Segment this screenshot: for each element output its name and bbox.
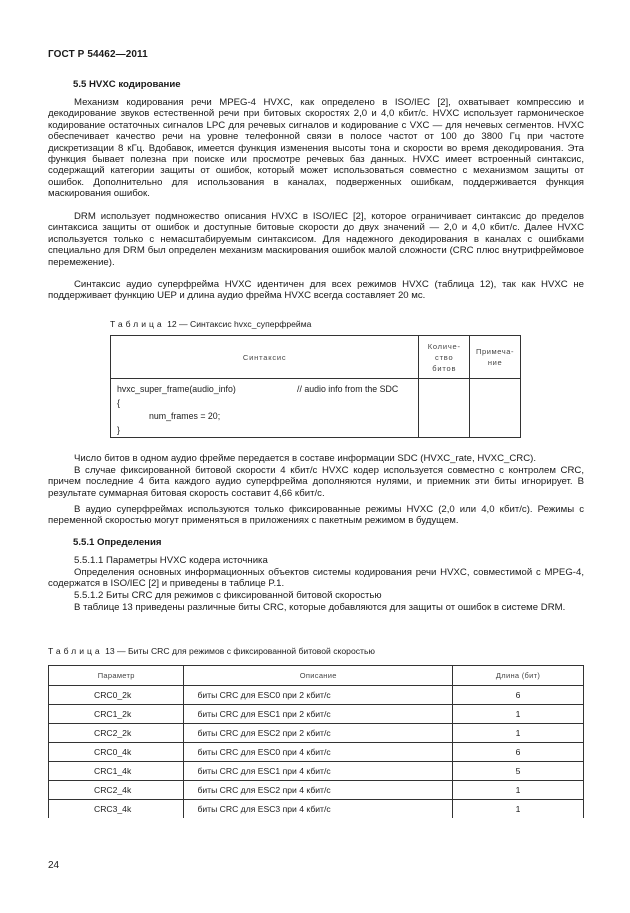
paragraph-superframe-syntax — [48, 279, 584, 302]
paragraph-text: Механизм кодирования речи MPEG-4 HVXC, как определено в ISO/IEC [2], охватывает компрессию и декодирование звуков естественной речи при битовых скоростях 2,0 и 4,0 кбит/с. HVXC использует гармоническое кодирование остаточных сигналов LPC для речевых сигналов и кодирование с VXC — для нечевых сегментов. HVXC обеспечивает качество речи на уровне телефонной связи в полосе частот от 100 до 3800 Гц при частоте дискретизации 8 кГц. Вдобавок, имеется функция изменения высоты тона и скорости во время декодирования. Эта функция бывает полезна при поиске или просмотре речевых баз данных. HVXC имеет встроенный синтаксис, содержащий категории защиты от ошибок, который может использоваться совместно с механизмом защиты от ошибок. Дополнительно для использования в каналах, подверженных ошибкам, поддерживается функция маскирования ошибок. — [48, 97, 584, 200]
table-12-caption — [110, 319, 311, 329]
paragraph-table-13-intro — [48, 602, 584, 613]
header-line: ство — [435, 352, 454, 362]
parameter-cell: CRC0_4k — [49, 743, 184, 762]
paragraph-text: Определения основных информационных объектов системы кодирования речи HVXC, совместимой с MPEG-4, содержатся в ISO/IEC [2] и приведены в таблице P.1. — [48, 567, 584, 590]
description-cell: биты CRC для ESC0 при 2 кбит/с — [184, 686, 453, 705]
header-line: битов — [432, 363, 457, 373]
table-caption-word: Таблица — [110, 319, 165, 329]
bit-count-cell — [419, 379, 470, 438]
parameter-cell: CRC0_2k — [49, 686, 184, 705]
table-caption-text: 12 — Синтаксис hvxc_суперфрейма — [167, 319, 312, 329]
table-header-row — [49, 666, 584, 686]
paragraph-fixed-modes — [48, 504, 584, 527]
code-line: { — [117, 397, 120, 408]
header-note — [470, 336, 521, 379]
table-row — [49, 705, 584, 724]
syntax-code-cell — [111, 379, 419, 438]
code-line: } — [117, 424, 120, 435]
table-13-caption — [48, 646, 375, 656]
description-cell: биты CRC для ESC3 при 4 кбит/с — [184, 800, 453, 819]
header-length: Длина (бит) — [453, 666, 584, 686]
subsection-5-5-1-1 — [48, 555, 584, 566]
parameter-cell: CRC2_4k — [49, 781, 184, 800]
subsection-5-5-1-2 — [48, 590, 584, 601]
table-caption-text: 13 — Биты CRC для режимов с фиксированной битовой скоростью — [105, 646, 375, 656]
length-cell: 6 — [453, 686, 584, 705]
table-row — [49, 743, 584, 762]
paragraph-text: 5.5.1.2 Биты CRC для режимов с фиксированной битовой скоростью — [74, 590, 382, 601]
header-line: ние — [487, 358, 503, 367]
page-number: 24 — [48, 860, 60, 871]
section-heading-5-5: 5.5 HVXC кодирование — [73, 79, 181, 90]
paragraph-definitions — [48, 567, 584, 590]
description-cell: биты CRC для ESC0 при 4 кбит/с — [184, 743, 453, 762]
table-body-row — [111, 379, 521, 438]
section-heading-5-5-1: 5.5.1 Определения — [73, 537, 162, 548]
table-row — [49, 762, 584, 781]
paragraph-fixed-rate — [48, 465, 584, 499]
paragraph-text: Синтаксис аудио суперфрейма HVXC идентичен для всех режимов HVXC (таблица 12), так как HVXC не поддерживает функцию UEP и длина аудио фрейма HVXC всегда составляет 20 мс. — [48, 279, 584, 302]
header-bit-count — [419, 336, 470, 379]
code-comment: // audio info from the SDC — [297, 384, 399, 394]
paragraph-text: 5.5.1.1 Параметры HVXC кодера источника — [74, 555, 268, 566]
table-caption-word: Таблица — [48, 646, 103, 656]
header-description: Описание — [184, 666, 453, 686]
description-cell: биты CRC для ESC1 при 2 кбит/с — [184, 705, 453, 724]
code-line: num_frames = 20; — [149, 411, 221, 421]
paragraph-sdc-info — [48, 453, 584, 464]
parameter-cell: CRC2_2k — [49, 724, 184, 743]
code-text: hvxc_super_frame(audio_info) — [117, 384, 236, 394]
length-cell: 1 — [453, 724, 584, 743]
table-row — [49, 724, 584, 743]
table-header-row — [111, 336, 521, 379]
paragraph-text: DRM использует подмножество описания HVXC в ISO/IEC [2], которое ограничивает синтаксис до пределов синтаксиса защиты от ошибок и доступные битовые скорости до двух значений — 2,0 и 4,0 кбит/с. Далее HVXC используется только с немасштабируемым синтаксисом. Для надежного декодирования в каналах с ошибками специально для DRM был определен механизм маскирования ошибок малой сложности (CRC плюс внутрифреймовое перемежение). — [48, 211, 584, 268]
length-cell: 1 — [453, 705, 584, 724]
note-cell — [470, 379, 521, 438]
table-13 — [48, 665, 584, 818]
length-cell: 6 — [453, 743, 584, 762]
code-line — [117, 383, 418, 397]
description-cell: биты CRC для ESC1 при 4 кбит/с — [184, 762, 453, 781]
parameter-cell: CRC3_4k — [49, 800, 184, 819]
length-cell: 5 — [453, 762, 584, 781]
header-syntax: Синтаксис — [111, 336, 419, 379]
paragraph-text: В случае фиксированной битовой скорости 4 кбит/с HVXC кодер используется совместно с контролем CRC, причем последние 4 бита каждого аудио суперфрейма дополняются нулями, и приемник эти биты игнорирует. В результате суммарная битовая скорость составит 4,66 кбит/с. — [48, 465, 584, 499]
length-cell: 1 — [453, 781, 584, 800]
paragraph-text: Число битов в одном аудио фрейме передается в составе информации SDC (HVXC_rate, HVXC_CRC). — [74, 453, 536, 464]
header-line: Количе- — [427, 341, 461, 351]
header-parameter: Параметр — [49, 666, 184, 686]
table-12 — [110, 335, 521, 438]
description-cell: биты CRC для ESC2 при 2 кбит/с — [184, 724, 453, 743]
paragraph-text: В аудио суперфреймах используются только фиксированные режимы HVXC (2,0 или 4,0 кбит/с). Режимы с переменной скоростью могут применяться в приложениях с пакетным режимом в будущем. — [48, 504, 584, 527]
table-row — [49, 781, 584, 800]
table-row — [49, 800, 584, 819]
length-cell: 1 — [453, 800, 584, 819]
description-cell: биты CRC для ESC2 при 4 кбит/с — [184, 781, 453, 800]
parameter-cell: CRC1_2k — [49, 705, 184, 724]
table-row — [49, 686, 584, 705]
paragraph-drm-subset — [48, 211, 584, 268]
parameter-cell: CRC1_4k — [49, 762, 184, 781]
paragraph-text: В таблице 13 приведены различные биты CRC, которые добавляются для защиты от ошибок в системе DRM. — [74, 602, 566, 613]
header-line: Примеча- — [475, 347, 515, 356]
paragraph-hvxc-overview — [48, 97, 584, 200]
document-header: ГОСТ Р 54462—2011 — [48, 49, 148, 60]
